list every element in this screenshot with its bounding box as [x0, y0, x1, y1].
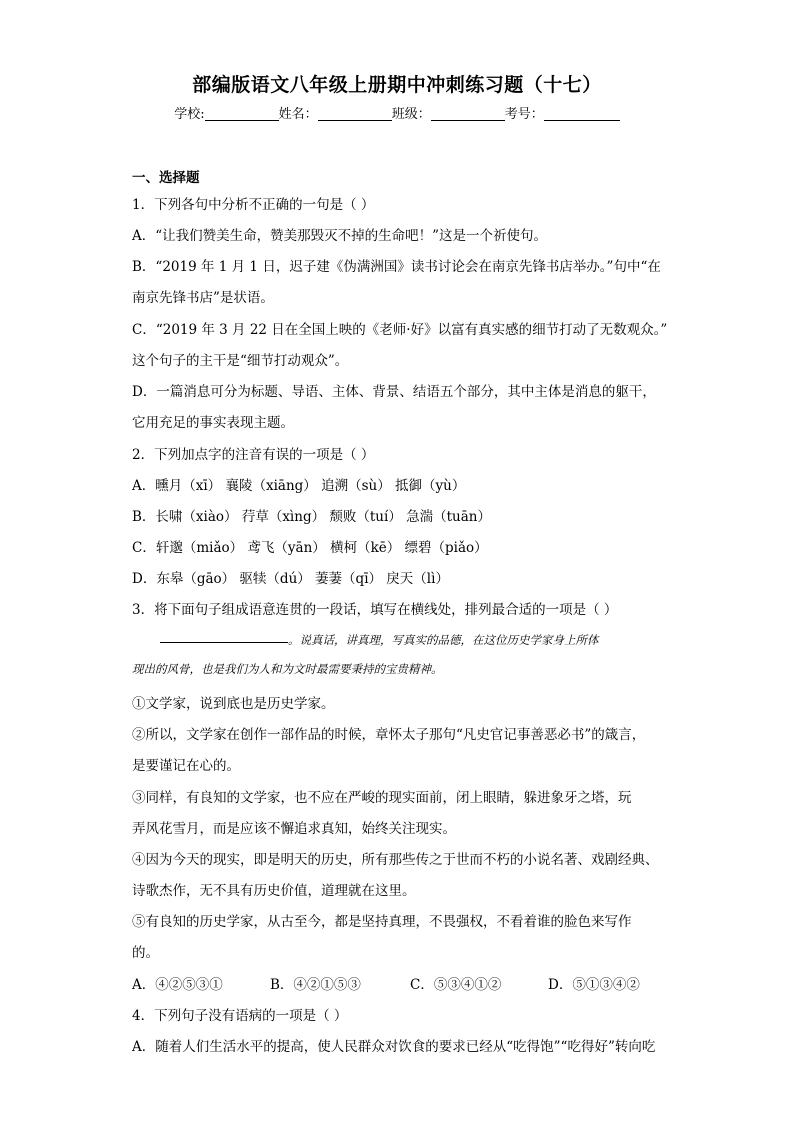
- q1-option-a: A．“让我们赞美生命，赞美那毁灭不掉的生命吧！”这是一个祈使句。: [132, 228, 548, 244]
- school-blank[interactable]: [205, 106, 279, 121]
- q1-option-d-line2: 它用充足的事实表现主题。: [132, 415, 294, 431]
- q3-passage-text1: 。说真话，讲真理，写真实的品德，在这位历史学家身上所体: [288, 633, 599, 647]
- name-label: 姓名：: [278, 107, 318, 122]
- q2-option-d: D．东皋（gāo） 驱犊（dú） 萋萋（qī） 戾天（lì）: [132, 571, 449, 587]
- name-blank[interactable]: [318, 106, 392, 121]
- q3-sentence-2-line1: ②所以，文学家在创作一部作品的时候，章怀太子那句“凡史官记事善恶必书”的箴言，: [132, 727, 646, 743]
- q3-option-d: D．⑤①③④②: [548, 977, 640, 993]
- q3-option-a: A．④②⑤③①: [132, 977, 223, 993]
- q3-sentence-3-line1: ③同样，有良知的文学家，也不应在严峻的现实面前，闭上眼睛，躲进象牙之塔，玩: [132, 790, 632, 806]
- q3-sentence-3-line2: 弄风花雪月，而是应该不懈追求真知，始终关注现实。: [132, 821, 456, 837]
- q3-sentence-5-line2: 的。: [132, 945, 159, 961]
- q2-option-c: C．轩邈（miǎo） 鸢飞（yān） 横柯（kē） 缥碧（piǎo）: [132, 540, 488, 556]
- q3-sentence-5-line1: ⑤有良知的历史学家，从古至今，都是坚持真理，不畏强权，不看着谁的脸色来写作: [132, 914, 632, 930]
- school-label: 学校:: [174, 107, 205, 122]
- q1-option-c-line1: C．“2019 年 3 月 22 日在全国上映的《老师·好》以富有真实感的细节打动了无数观众。”: [132, 322, 668, 338]
- q3-option-c: C．⑤③④①②: [410, 977, 502, 993]
- q1-stem: 1．下列各句中分析不正确的一句是（ ）: [132, 197, 375, 213]
- q2-option-a: A．曛月（xī） 襄陵（xiāng） 追溯（sù） 抵御（yù）: [132, 478, 466, 494]
- exam-no-blank[interactable]: [544, 106, 620, 121]
- q3-passage-line2: 现出的风骨，也是我们为人和为文时最需要秉持的宝贵精神。: [132, 662, 443, 676]
- q2-option-b: B．长啸（xiào） 荇草（xìng） 颓败（tuí） 急湍（tuān）: [132, 509, 491, 525]
- q1-option-d-line1: D．一篇消息可分为标题、导语、主体、背景、结语五个部分，其中主体是消息的躯干，: [132, 384, 656, 400]
- q3-fill-blank[interactable]: [160, 630, 288, 643]
- q3-sentence-4-line2: 诗歌杰作，无不具有历史价值，道理就在这里。: [132, 883, 416, 899]
- q3-sentence-4-line1: ④因为今天的现实，即是明天的历史，所有那些传之于世而不朽的小说名著、戏剧经典、: [132, 852, 659, 868]
- q3-sentence-2-line2: 是要谨记在心的。: [132, 758, 240, 774]
- q4-option-a-line1: A．随着人们生活水平的提高，使人民群众对饮食的要求已经从“吃得饱”“吃得好”转向吃: [132, 1039, 656, 1055]
- section-heading: 一、选择题: [132, 170, 200, 186]
- q3-stem: 3．将下面句子组成语意连贯的一段话，填写在横线处，排列最合适的一项是（ ）: [132, 602, 618, 618]
- exam-no-label: 考号：: [504, 107, 544, 122]
- q4-stem: 4．下列句子没有语病的一项是（ ）: [132, 1008, 348, 1024]
- q1-option-c-line2: 这个句子的主干是“细节打动观众”。: [132, 353, 349, 369]
- q1-option-b-line1: B．“2019 年 1 月 1 日，迟子建《伪满洲国》读书讨论会在南京先锋书店举办。”句中“在: [132, 259, 661, 275]
- class-blank[interactable]: [431, 106, 505, 121]
- class-label: 班级：: [391, 107, 431, 122]
- q2-stem: 2．下列加点字的注音有误的一项是（ ）: [132, 447, 375, 463]
- q3-option-b: B．④②①⑤③: [270, 977, 361, 993]
- q3-passage-line1: [160, 630, 599, 648]
- page-title: 部编版语文八年级上册期中冲刺练习题（十七）: [192, 74, 602, 96]
- student-info-line: [0, 103, 794, 122]
- q3-sentence-1: ①文学家，说到底也是历史学家。: [132, 696, 335, 712]
- q1-option-b-line2: 南京先锋书店”是状语。: [132, 290, 274, 306]
